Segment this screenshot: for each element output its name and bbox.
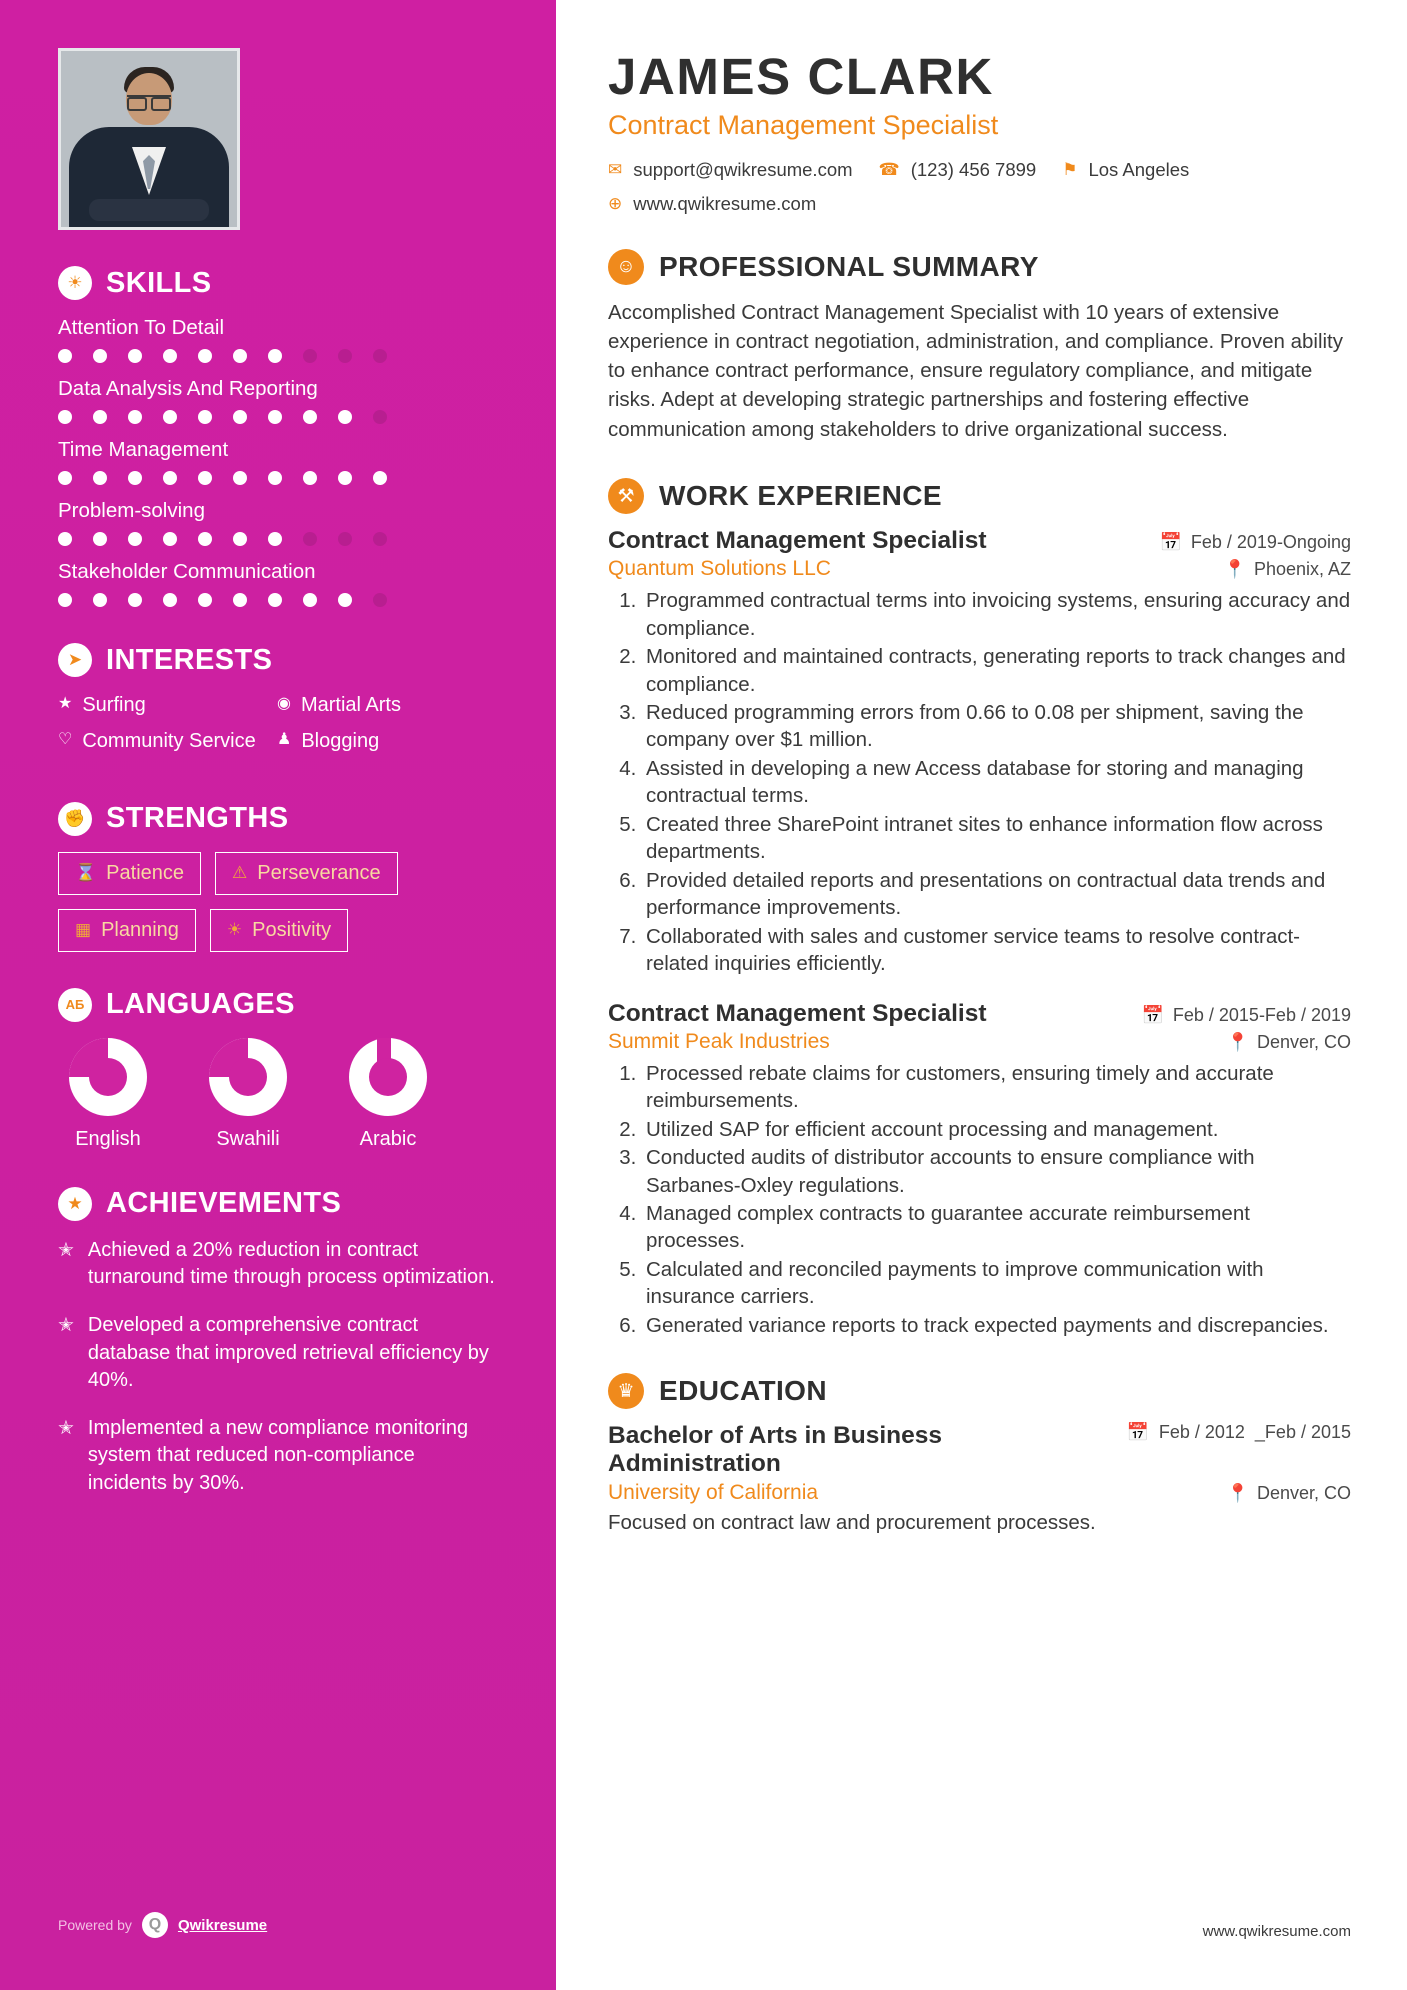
qwikresume-link[interactable]: Qwikresume [177,1916,268,1934]
language-label: English [75,1127,141,1150]
list-item: 5. Calculated and reconciled payments to improve communication with insurance carriers. [642,1256,1351,1311]
globe-icon: ⊕ [608,193,623,213]
job-date-text: Feb / 2019-Ongoing [1190,532,1351,553]
list-item [277,729,496,753]
contact-info [608,159,1351,215]
location-icon: ⚑ [1062,159,1078,179]
job-bullets [608,587,1351,978]
briefcase-icon: ⚒ [608,478,644,514]
contact-website[interactable] [608,193,816,215]
translate-icon: AБ [58,988,92,1022]
section-title-achievements: ACHIEVEMENTS [106,1187,342,1220]
skill-item [58,499,496,546]
powered-by [58,1912,267,1938]
graduation-icon: ♛ [608,1373,644,1409]
powered-by-label: Powered by [58,1917,132,1933]
sun-icon: ☀ [226,920,243,940]
contact-website-text: www.qwikresume.com [633,192,817,214]
hourglass-icon: ⌛ [75,863,97,883]
job-date [1141,1005,1351,1026]
calendar-icon: ▦ [75,920,92,940]
section-title-education: EDUCATION [659,1375,827,1407]
section-header-skills [58,266,496,300]
page-title: JAMES CLARK [608,48,994,105]
job-title: Contract Management Specialist [608,527,987,555]
phone-icon: ☎ [878,159,900,179]
strength-chip [210,909,348,952]
lightbulb-icon: ☀ [58,266,92,300]
skill-item [58,377,496,424]
list-item [58,1415,496,1498]
job-company: Summit Peak Industries [608,1029,830,1053]
interest-label: Blogging [301,730,380,753]
achievement-text: Implemented a new compliance monitoring system that reduced non-compliance incidents by 30%. [87,1416,469,1494]
globe-icon: ◉ [277,695,291,712]
section-title-summary: PROFESSIONAL SUMMARY [659,250,1039,282]
location-icon: 📍 [1226,1483,1249,1504]
education-dates [1126,1422,1351,1444]
star-icon: ✭ [58,1314,74,1336]
contact-email[interactable] [608,159,853,181]
strength-chip [58,852,201,895]
job-location-text: Phoenix, AZ [1253,559,1351,580]
list-item [58,693,277,717]
sidebar [0,0,556,1990]
skill-rating [58,532,496,546]
skill-rating [58,593,496,607]
list-item: 3. Reduced programming errors from 0.66 to 0.08 per shipment, saving the company over $1 million. [642,699,1351,754]
list-item [58,729,277,753]
strength-label: Patience [106,861,185,884]
strength-label: Positivity [252,918,332,941]
skill-item [58,316,496,363]
skill-label: Stakeholder Communication [58,560,316,583]
achievement-text: Developed a comprehensive contract database that improved retrieval efficiency by 40%. [87,1313,489,1392]
skill-label: Problem-solving [58,499,205,522]
strengths-list [58,852,496,952]
education-location [1227,1483,1351,1504]
list-item: 2. Utilized SAP for efficient account processing and management. [642,1116,1351,1143]
language-gauge [349,1038,427,1116]
job-date-text: Feb / 2015-Feb / 2019 [1172,1004,1351,1025]
language-gauge [209,1038,287,1116]
summary-text: Accomplished Contract Management Specialist with 10 years of extensive experience in contract negotiation, administration, and compliance. Proven ability to enhance contract performance, ensure regulatory compliance, and mitigate risks. Adept at developing strategic partnerships and fostering effective communication among stakeholders to drive organizational success. [608,300,1343,441]
education-entry [608,1422,1351,1535]
skill-item [58,438,496,485]
job-location [1224,559,1351,580]
education-location-text: Denver, CO [1256,1483,1351,1504]
list-item: 7. Collaborated with sales and customer service teams to resolve contract-related inquiries efficiently. [642,923,1351,978]
job-date [1159,532,1351,553]
list-item: 4. Managed complex contracts to guarantee accurate reimbursement processes. [642,1200,1351,1255]
list-item [58,1237,496,1292]
star-icon: ✭ [58,1417,74,1439]
skill-label: Data Analysis And Reporting [58,377,318,400]
job-bullets [608,1060,1351,1340]
experience-entry [608,527,1351,978]
language-item [198,1038,298,1151]
list-item: 6. Provided detailed reports and presentations on contractual data trends and performance improvements. [642,867,1351,922]
section-header-experience [608,478,1351,514]
section-header-education [608,1373,1351,1409]
achievement-text: Achieved a 20% reduction in contract turnaround time through process optimization. [87,1238,495,1289]
job-location-text: Denver, CO [1256,1031,1351,1052]
education-start-date: Feb / 2012 [1158,1422,1245,1443]
skill-label: Attention To Detail [58,316,225,339]
email-icon: ✉ [608,159,623,179]
footer-website[interactable]: www.qwikresume.com [1202,1923,1351,1940]
language-gauge [69,1038,147,1116]
location-icon: 📍 [1226,1031,1249,1052]
strength-chip [58,909,196,952]
section-header-summary [608,249,1351,285]
avatar [58,48,240,230]
skill-rating [58,471,496,485]
strength-label: Perseverance [257,861,381,884]
job-company: Quantum Solutions LLC [608,557,831,581]
contact-phone-text: (123) 456 7899 [910,158,1037,180]
location-icon: 📍 [1223,559,1246,580]
language-item [338,1038,438,1151]
people-icon: ♟ [277,731,292,749]
fist-icon: ✊ [58,802,92,836]
education-description: Focused on contract law and procurement processes. [608,1511,1096,1535]
skill-rating [58,349,496,363]
school-name: University of California [608,1481,819,1505]
skill-rating [58,410,496,424]
section-header-interests [58,643,496,677]
qwikresume-logo-icon: Q [142,1912,168,1938]
list-item: 1. Processed rebate claims for customers, ensuring timely and accurate reimbursements. [642,1060,1351,1115]
interests-list [58,693,496,766]
contact-location-text: Los Angeles [1088,158,1190,180]
list-item: 4. Assisted in developing a new Access database for storing and managing contractual terms. [642,755,1351,810]
strength-chip [215,852,398,895]
heart-icon: ♡ [58,731,73,749]
section-header-achievements [58,1187,496,1221]
list-item [277,693,496,717]
calendar-icon: 📅 [1126,1422,1149,1443]
list-item: 1. Programmed contractual terms into invoicing systems, ensuring accuracy and compliance. [642,587,1351,642]
job-location [1227,1032,1351,1053]
calendar-icon: 📅 [1159,532,1182,553]
strength-label: Planning [101,918,179,941]
degree-title: Bachelor of Arts in Business Administration [608,1422,943,1477]
section-title-languages: LANGUAGES [106,988,295,1021]
calendar-icon: 📅 [1141,1004,1164,1025]
interest-label: Community Service [82,730,256,753]
section-title-skills: SKILLS [106,266,212,299]
section-header-strengths [58,802,496,836]
section-title-interests: INTERESTS [106,643,273,676]
star-icon: ★ [58,695,73,712]
job-title: Contract Management Specialist [608,999,987,1027]
person-icon: ☺ [608,249,644,285]
contact-phone[interactable] [879,159,1037,181]
list-item: 6. Generated variance reports to track expected payments and discrepancies. [642,1312,1351,1339]
star-badge-icon: ★ [58,1187,92,1221]
language-item [58,1038,158,1151]
languages-list [58,1038,496,1151]
experience-entry [608,1000,1351,1340]
education-end-date: _Feb / 2015 [1254,1422,1351,1443]
skill-item [58,560,496,607]
paper-plane-icon: ➤ [58,643,92,677]
section-header-languages [58,988,496,1022]
list-item: 2. Monitored and maintained contracts, generating reports to track changes and compliance. [642,643,1351,698]
list-item [58,1312,496,1395]
list-item: 3. Conducted audits of distributor accounts to ensure compliance with Sarbanes-Oxley regulations. [642,1144,1351,1199]
star-icon: ✭ [58,1239,74,1261]
main-content [556,0,1407,1990]
interest-label: Surfing [82,694,146,716]
warning-icon: ⚠ [232,863,248,883]
section-title-strengths: STRENGTHS [106,802,289,835]
language-label: Arabic [359,1127,417,1150]
contact-email-text: support@qwikresume.com [633,158,853,180]
section-title-experience: WORK EXPERIENCE [659,480,942,512]
list-item: 5. Created three SharePoint intranet sites to enhance information flow across departments. [642,811,1351,866]
language-label: Swahili [216,1127,280,1150]
contact-location [1062,159,1189,181]
skill-label: Time Management [58,438,229,461]
interest-label: Martial Arts [300,694,401,716]
job-role-subtitle: Contract Management Specialist [608,109,999,140]
achievements-list [58,1237,496,1498]
